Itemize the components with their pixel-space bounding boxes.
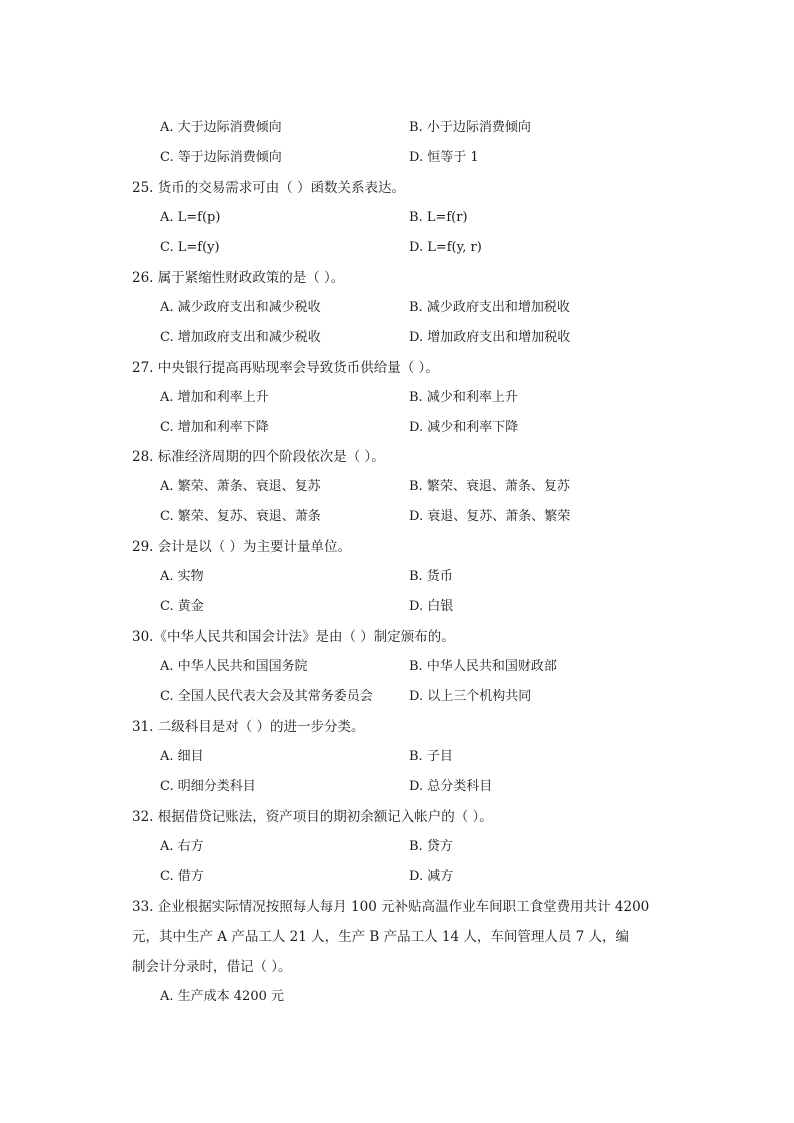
option-right: B. 繁荣、衰退、萧条、复苏 xyxy=(409,479,570,494)
option-right: D. 减少和利率下降 xyxy=(409,420,519,435)
option-left: A. 细目 xyxy=(160,749,204,764)
option-right: D. 总分类科目 xyxy=(409,779,493,794)
option-left: C. 明细分类科目 xyxy=(160,779,256,794)
option-right: D. 白银 xyxy=(409,599,454,614)
option-left: A. 中华人民共和国国务院 xyxy=(160,659,308,674)
option-left: C. 增加和利率下降 xyxy=(160,420,269,435)
option-right: B. 减少政府支出和增加税收 xyxy=(409,300,570,315)
option-left: A. 实物 xyxy=(160,569,204,584)
question-text: 26. 属于紧缩性财政政策的是（ ）。 xyxy=(132,270,345,286)
option-right: D. 减方 xyxy=(409,869,454,884)
option-right: B. 减少和利率上升 xyxy=(409,390,518,405)
option-left: A. 右方 xyxy=(160,839,204,854)
option-right: B. L=f(r) xyxy=(409,210,468,225)
option-left: A. 生产成本 4200 元 xyxy=(160,989,285,1004)
question-text: 31. 二级科目是对（ ）的进一步分类。 xyxy=(132,719,365,735)
question-continuation: 元，其中生产 A 产品工人 21 人，生产 B 产品工人 14 人，车间管理人员 7 人，编 xyxy=(132,929,630,945)
option-left: A. 繁荣、萧条、衰退、复苏 xyxy=(160,479,321,494)
option-left: A. 增加和利率上升 xyxy=(160,390,269,405)
question-text: 32. 根据借贷记账法，资产项目的期初余额记入帐户的（ ）。 xyxy=(132,809,493,825)
option-left: A. 减少政府支出和减少税收 xyxy=(160,300,321,315)
option-left: C. 黄金 xyxy=(160,599,204,614)
option-right: D. 以上三个机构共同 xyxy=(409,689,532,704)
option-right: B. 货币 xyxy=(409,569,453,584)
option-left: C. L=f(y) xyxy=(160,240,220,255)
question-text: 25. 货币的交易需求可由（ ）函数关系表达。 xyxy=(132,180,406,196)
option-left: C. 借方 xyxy=(160,869,204,884)
question-text: 33. 企业根据实际情况按照每人每月 100 元补贴高温作业车间职工食堂费用共计 4200 xyxy=(132,899,650,915)
option-right: D. 增加政府支出和增加税收 xyxy=(409,330,571,345)
question-text: 28. 标准经济周期的四个阶段依次是（ ）。 xyxy=(132,449,385,465)
question-text: 29. 会计是以（ ）为主要计量单位。 xyxy=(132,539,352,555)
question-text: 30.《中华人民共和国会计法》是由（ ）制定颁布的。 xyxy=(132,629,455,645)
option-left: A. 大于边际消费倾向 xyxy=(160,120,282,135)
question-text: 27. 中央银行提高再贴现率会导致货币供给量（ ）。 xyxy=(132,360,439,376)
option-left: C. 全国人民代表大会及其常务委员会 xyxy=(160,689,373,704)
question-continuation: 制会计分录时，借记（ ）。 xyxy=(132,959,292,975)
option-right: D. 衰退、复苏、萧条、繁荣 xyxy=(409,509,571,524)
option-right: D. L=f(y, r) xyxy=(409,240,482,255)
option-right: B. 中华人民共和国财政部 xyxy=(409,659,557,674)
option-right: B. 子目 xyxy=(409,749,453,764)
option-left: A. L=f(p) xyxy=(160,210,221,225)
option-right: D. 恒等于 1 xyxy=(409,150,479,165)
option-left: C. 繁荣、复苏、衰退、萧条 xyxy=(160,509,321,524)
option-right: B. 小于边际消费倾向 xyxy=(409,120,531,135)
option-right: B. 贷方 xyxy=(409,839,453,854)
option-left: C. 增加政府支出和减少税收 xyxy=(160,330,321,345)
option-left: C. 等于边际消费倾向 xyxy=(160,150,282,165)
